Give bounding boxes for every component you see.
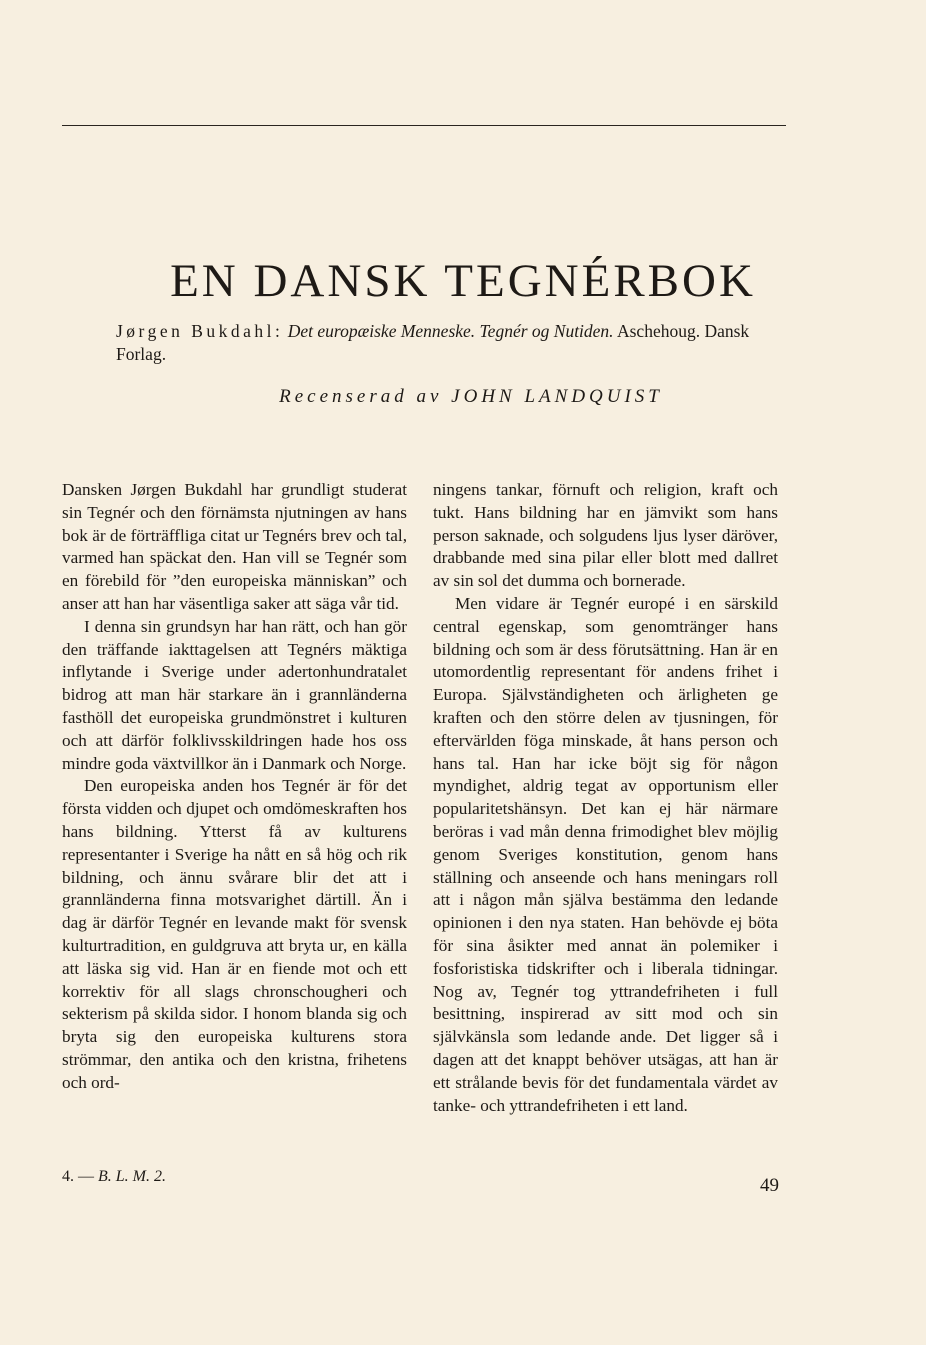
signature-number: 4. —: [62, 1168, 94, 1185]
paragraph: Den europeiska anden hos Tegnér är för det första vidden och djupet och omdömeskraften hos hans bildning. Ytterst få av kulturens representanter i Sverige ha nått en så hög och rik bildning, och ännu svårare blir det att i grannländerna finna motsvarighet därtill. Än i dag är därför Tegnér en levande makt för svensk kulturtradition, en guldgruva att bryta ur, en källa att läska sig vid. Han är en fiende mot och ett korrektiv för all slags chronschougheri och sekterism på skilda sidor. I honom blanda sig och bryta sig den europeiska kulturens stora strömmar, den antika och den kristna, frihetens och ord-: [62, 776, 407, 1092]
top-rule: [62, 125, 786, 126]
citation-author: Jørgen Bukdahl:: [116, 321, 284, 341]
paragraph: Dansken Jørgen Bukdahl har grundligt studerat sin Tegnér och den förnämsta njutningen av hans bok är de förträffliga citat ur Tegnérs brev och tal, varmed han späckat den. Han vill se Tegnér som en förebild för ”den europeiska människan” och anser att han har väsentliga saker att säga vår tid.: [62, 480, 407, 613]
paragraph: ningens tankar, förnuft och religion, kraft och tukt. Hans bildning har en jämvikt som hans person saknade, och solgudens ljus lyser däröver, drabbande med sina pilar eller blott med dallret av sin sol det dumma och bornerade.: [433, 480, 778, 591]
signature-text: B. L. M. 2.: [98, 1168, 166, 1185]
book-citation: [116, 320, 784, 366]
reviewer-line: Recenserad av JOHN LANDQUIST: [279, 386, 663, 407]
signature-mark: [62, 1168, 166, 1186]
right-column: [433, 479, 778, 1117]
paragraph: Men vidare är Tegnér europé i en särskild central egenskap, som genomtränger hans bildning och som är dess förutsättning. Han är en utomordentlig representant för andens frihet i Europa. Självständigheten och ärligheten ge kraften och den större delen av tjusningen, för eftervärlden föga minskade, åt hans person och hans tal. Han har icke böjt sig för någon myndighet, aldrig tegat av opportunism eller popularitetshänsyn. Det kan ej här närmare beröras i vad mån denna frimodighet blev möjlig genom Sveriges konstitution, genom hans ställning och anseende och hans meningars roll att i någon mån själva bestämma den ledande opinionen i den nya staten. Han behövde ej böta för sina åsikter med annat än polemiker i fosforistiska tidskrifter och i liberala tidningar. Nog av, Tegnér tog yttrandefriheten i full besittning, inspirerad av sitt mod och sin självkänsla som ledande ande. Det ligger så i dagen att det knappt behöver utsägas, att han är ett strålande bevis för det fundamentala värdet av tanke- och yttrandefriheten i ett land.: [433, 593, 778, 1115]
article-title: EN DANSK TEGNÉRBOK: [170, 255, 756, 308]
paragraph: I denna sin grundsyn har han rätt, och han gör den träffande iakttagelsen att Tegnérs mäktiga inflytande i Sverige under adertonhundratalet bidrog att man här starkare än i grannländerna fasthöll det europeiska grundmönstret i kulturen och att därför folklivsskildringen hade hos oss mindre goda växtvillkor än i Danmark och Norge.: [62, 616, 407, 773]
citation-publisher: Aschehoug. Dansk Forlag.: [116, 321, 750, 364]
citation-work: Det europæiske Menneske. Tegnér og Nutiden.: [287, 321, 614, 341]
left-column: [62, 479, 407, 1095]
page-number: 49: [760, 1175, 779, 1196]
